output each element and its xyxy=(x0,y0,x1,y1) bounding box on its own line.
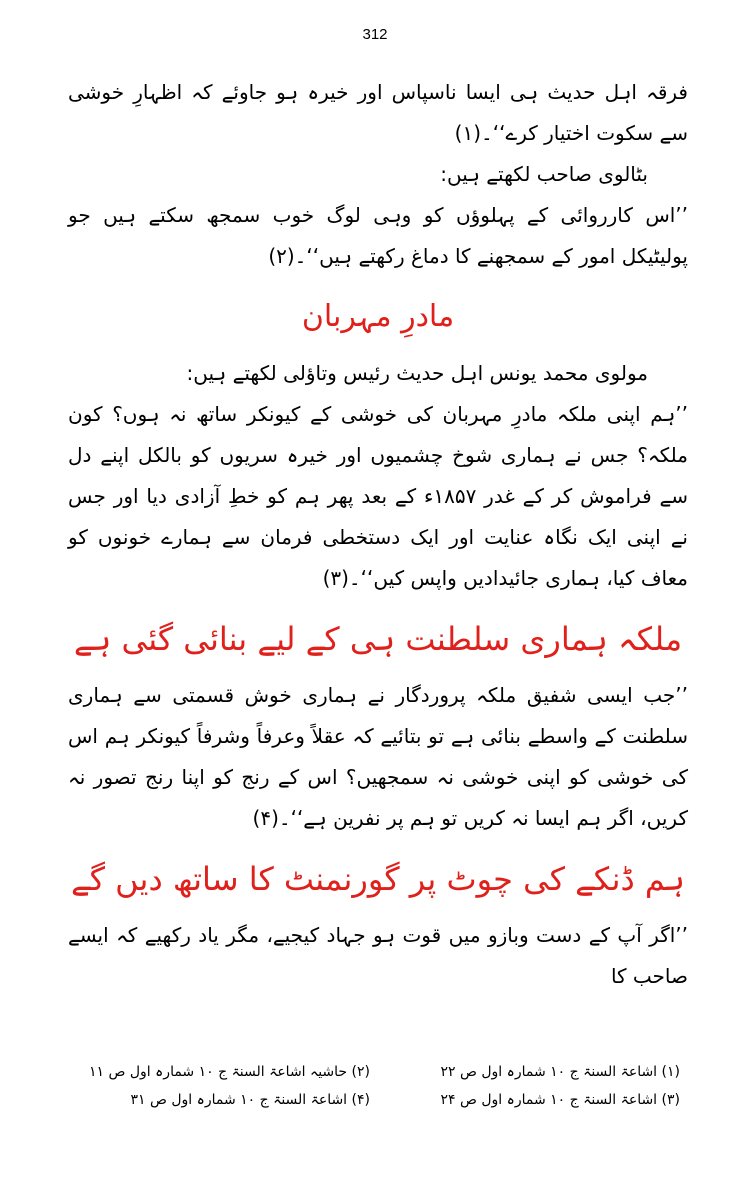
section-heading-malika-saltanat: ملکہ ہماری سلطنت ہی کے لیے بنائی گئی ہے xyxy=(73,620,683,658)
paragraph-intro-batalvi: بٹالوی صاحب لکھتے ہیں: xyxy=(440,162,648,186)
quote-malika: ’’جب ایسی شفیق ملکہ پروردگار نے ہماری خوش قسمتی سے ہماری سلطنت کے واسطے بنائی ہے تو بتائیے کہ عقلاً وعرفاً وشرفاً کیونکر ہم اس کی خوشی کو اپنی خوشی نہ سمجھیں؟ اس کے رنج کو اپنا رنج تصور نہ کریں، اگر ہم ایسا نہ کریں تو ہم پر نفرین ہے‘‘۔(۴) xyxy=(68,683,688,830)
quote-jihad: ’’اگر آپ کے دست وبازو میں قوت ہو جہاد کیجیے، مگر یاد رکھیے کہ ایسے صاحب کا xyxy=(68,923,688,988)
page-body xyxy=(68,72,688,997)
section-heading-dunke-ki-chot: ہم ڈنکے کی چوٹ پر گورنمنٹ کا ساتھ دیں گے xyxy=(71,860,685,898)
paragraph-continuation: فرقہ اہل حدیث ہی ایسا ناسپاس اور خیرہ ہو جاوئے کہ اظہارِ خوشی سے سکوت اختیار کرے‘‘۔(۱) xyxy=(68,80,688,145)
footnote-row xyxy=(130,1086,680,1114)
footnote-4: (۴) اشاعۃ السنۃ ج ۱۰ شمارہ اول ص ۳۱ xyxy=(130,1092,370,1108)
footnote-2: (۲) حاشیہ اشاعۃ السنۃ ج ۱۰ شمارہ اول ص ۱۱ xyxy=(88,1064,370,1080)
quote-younus: ’’ہم اپنی ملکہ مادرِ مہربان کی خوشی کے کیونکر ساتھ نہ ہوں؟ کون ملکہ؟ جس نے ہماری شوخ چشمیوں اور خیرہ سریوں کو بالکل اپنے دل سے فراموش کر کے غدر ۱۸۵۷ء کے بعد پھر ہم کو خطِ آزادی دیا اور جس نے اپنی ایک نگاہ عنایت اور ایک دستخطی فرمان سے ہمارے خونوں کو معاف کیا، ہماری جائیدادیں واپس کیں‘‘۔(۳) xyxy=(68,402,688,590)
footnote-1: (۱) اشاعۃ السنۃ ج ۱۰ شمارہ اول ص ۲۲ xyxy=(440,1064,680,1080)
section-heading-madar-meherban: مادرِ مہربان xyxy=(301,299,455,334)
footnote-row xyxy=(88,1058,680,1086)
page-number: 312 xyxy=(362,26,388,43)
footnotes xyxy=(88,1058,680,1114)
quote-batalvi: ’’اس کارروائی کے پہلوؤں کو وہی لوگ خوب سمجھ سکتے ہیں جو پولیٹیکل امور کے سمجھنے کا دماغ رکھتے ہیں‘‘۔(۲) xyxy=(68,203,688,268)
paragraph-intro-younus: مولوی محمد یونس اہل حدیث رئیس وتاؤلی لکھتے ہیں: xyxy=(186,361,648,385)
footnote-3: (۳) اشاعۃ السنۃ ج ۱۰ شمارہ اول ص ۲۴ xyxy=(440,1092,680,1108)
